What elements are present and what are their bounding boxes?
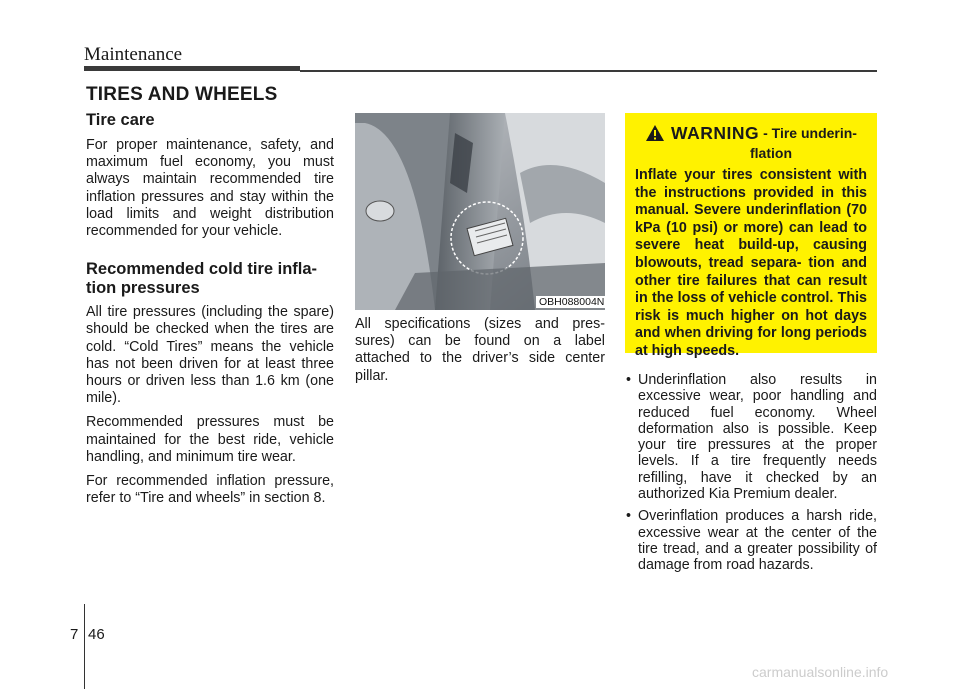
warning-triangle-icon	[645, 124, 665, 147]
running-header-title: Maintenance	[84, 44, 183, 65]
warning-word: WARNING	[671, 123, 760, 143]
paragraph-label-location: All specifications (sizes and pres- sures) can be found on a label attached to the driver’s side center pillar.	[355, 316, 605, 384]
warning-subtitle-line1: - Tire underin-	[763, 125, 857, 141]
heading-tire-care: Tire care	[86, 111, 155, 129]
heading-cold-tire-pressures: Recommended cold tire infla- tion pressures	[86, 260, 318, 298]
footer-divider	[84, 604, 85, 689]
bullet-overinflation: • Overinflation produces a harsh ride, excessive wear at the center of the tire tread, and a greater possibility of damage from road hazards.	[625, 508, 877, 573]
column-middle	[355, 316, 605, 385]
warning-header	[635, 123, 867, 147]
paragraph-tire-care: For proper maintenance, safety, and maximum fuel economy, you must always maintain recommended tire inflation pressures and stay within the load limits and weight distribution recommended for your vehicle.	[86, 137, 334, 240]
door-pillar-photo	[355, 113, 605, 310]
chapter-number: 7	[70, 626, 79, 643]
paragraph-cold-tires: All tire pressures (including the spare) should be checked when the tires are cold. “Cold Tires” means the vehicle has not been driven for at least three hours or driven less than 1.6 km (one mile).	[86, 304, 334, 407]
paragraph-refer-section: For recommended inflation pressure, refer to “Tire and wheels” in section 8.	[86, 473, 334, 507]
section-title: TIRES AND WHEELS	[86, 84, 278, 105]
bullet-underinflation: • Underinflation also results in excessive wear, poor handling and reduced fuel economy. Wheel deformation also is possible. Keep your tire pressures at the proper levels. If a tire frequently needs refilling, have it checked by an authorized Kia Premium dealer.	[625, 372, 877, 502]
bullet-list	[625, 372, 877, 580]
paragraph-recommended-pressures: Recommended pressures must be maintained for the best ride, vehicle handling, and minimum tire wear.	[86, 414, 334, 465]
warning-subtitle-line2: flation	[750, 145, 792, 161]
header-rule-thin	[300, 70, 877, 72]
warning-box	[625, 113, 877, 359]
warning-body: Inflate your tires consistent with the instructions provided in this manual. Severe underinflation (70 kPa (10 psi) or more) can lead to severe heat build-up, causing blowouts, tread separa- tion and other tire failures that can result in the loss of vehicle control. This risk is much higher on hot days and when driving for long periods at high speeds.	[635, 167, 867, 359]
column-left	[86, 111, 334, 507]
header-rule-thick	[84, 66, 300, 71]
photo-code-label: OBH088004N	[536, 296, 607, 308]
page-number: 46	[88, 626, 105, 643]
site-watermark: carmanualsonline.info	[752, 664, 889, 680]
door-pillar-illustration	[355, 113, 605, 310]
